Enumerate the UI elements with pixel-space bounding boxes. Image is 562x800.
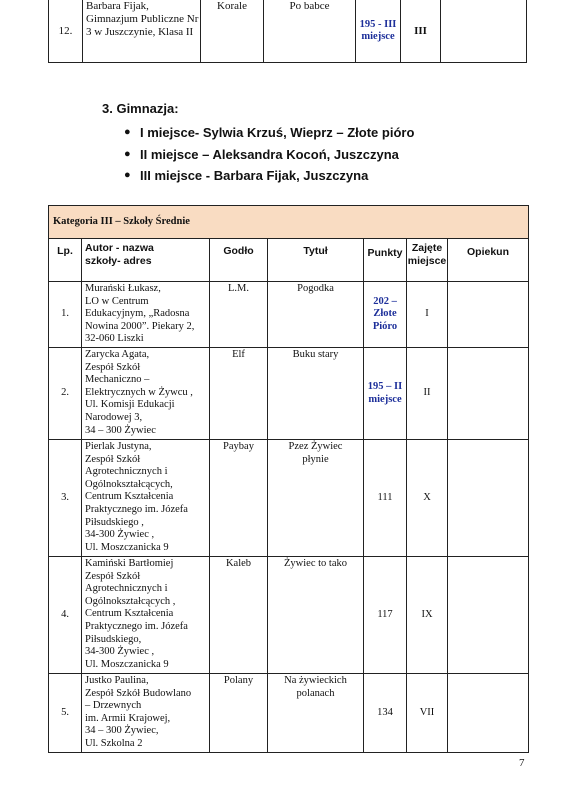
godlo-cell: Paybay (210, 440, 268, 557)
list-item (124, 144, 414, 166)
author-line: Ogólnokształcących , (85, 595, 176, 607)
points-line: 117 (377, 608, 393, 620)
author-line: Centrum Kształcenia (85, 608, 174, 620)
author-cell (82, 557, 210, 674)
author-line: Barbara Fijak, (86, 0, 149, 12)
author-line: im. Armii Krajowej, (85, 712, 171, 724)
points-cell (364, 557, 407, 674)
category-title-row (49, 206, 529, 239)
header-supervisor: Opiekun (448, 239, 529, 282)
author-line: Justko Paulina, (85, 675, 149, 686)
header-title: Tytuł (268, 239, 364, 282)
points-cell (364, 674, 407, 753)
godlo-cell: Polany (210, 674, 268, 753)
title-line: Na żywieckich (284, 675, 347, 686)
place-cell: I (407, 282, 448, 348)
author-line: LO w Centrum (85, 295, 149, 307)
list-item (124, 122, 414, 144)
author-line: Mechaniczno – (85, 374, 150, 386)
points-line: 134 (377, 706, 393, 718)
title-line: Pogodka (297, 283, 334, 294)
place-cell: III (401, 0, 441, 63)
author-line: 34 – 300 Żywiec (85, 424, 156, 436)
points-line: Złote (373, 308, 397, 320)
author-line: – Drzewnych (85, 700, 142, 712)
author-line: Ul. Moszczanicka 9 (85, 541, 169, 553)
title-cell (268, 674, 364, 753)
place-cell: II (407, 348, 448, 440)
author-line: Edukacyjnym, „Radosna (85, 308, 190, 320)
author-line: Gimnazjum Publiczne Nr (86, 13, 199, 25)
list-item (124, 165, 414, 187)
header-points: Punkty (364, 239, 407, 282)
supervisor-cell (441, 0, 527, 63)
table-row (49, 0, 527, 63)
godlo-cell: L.M. (210, 282, 268, 348)
header-author-line: szkoły- adres (85, 254, 152, 267)
author-line: Zespół Szkół (85, 361, 141, 373)
table-row (49, 674, 529, 753)
title-line: Pzez Żywiec (288, 441, 343, 452)
author-line: Pierlak Justyna, (85, 441, 152, 452)
author-line: Kamiński Bartłomiej (85, 558, 174, 569)
author-line: Ul. Szkolna 2 (85, 737, 143, 749)
godlo-cell: Elf (210, 348, 268, 440)
category-title: Kategoria III – Szkoły Średnie (49, 206, 529, 239)
author-line: Praktycznego im. Józefa (85, 620, 188, 632)
author-line: 34 – 300 Żywiec, (85, 725, 159, 737)
header-lp: Lp. (49, 239, 82, 282)
title-line: płynie (302, 453, 329, 465)
place-cell: X (407, 440, 448, 557)
points-cell (364, 440, 407, 557)
author-line: Agrotechnicznych i (85, 583, 168, 595)
list-item-text: III miejsce - Barbara Fijak, Juszczyna (140, 168, 369, 183)
place-cell: IX (407, 557, 448, 674)
author-line: 3 w Juszczynie, Klasa II (86, 26, 194, 38)
title-cell (268, 557, 364, 674)
author-line: Ogólnokształcących, (85, 478, 173, 490)
title-line: Żywiec to tako (284, 558, 347, 569)
author-cell (82, 282, 210, 348)
author-line: Murański Łukasz, (85, 283, 161, 294)
author-line: Piłsudskiego , (85, 516, 144, 528)
bullet-icon: ● (124, 126, 131, 138)
page-number: 7 (519, 757, 525, 769)
author-line: 34-300 Żywiec , (85, 529, 155, 541)
bullet-icon: ● (124, 169, 131, 181)
supervisor-cell (448, 440, 529, 557)
table-row (49, 282, 529, 348)
row-number: 12. (49, 0, 83, 63)
list-item-text: II miejsce – Aleksandra Kocoń, Juszczyna (140, 146, 399, 162)
author-line: Centrum Kształcenia (85, 491, 174, 503)
table-row (49, 440, 529, 557)
place-cell: VII (407, 674, 448, 753)
header-row (49, 239, 529, 282)
header-godlo: Godło (210, 239, 268, 282)
author-line: Nowina 2000”. Piekary 2, (85, 320, 195, 332)
table-row (49, 557, 529, 674)
points-line: 111 (377, 491, 393, 503)
points-cell (364, 348, 407, 440)
title-cell (268, 282, 364, 348)
header-place (407, 239, 448, 282)
supervisor-cell (448, 282, 529, 348)
header-place-line: Zajęte (411, 242, 443, 254)
title-line: Buku stary (292, 349, 339, 360)
row-number: 3. (49, 440, 82, 557)
author-line: Praktycznego im. Józefa (85, 503, 188, 515)
row-number: 5. (49, 674, 82, 753)
points-cell (356, 0, 401, 63)
previous-category-table (48, 0, 527, 63)
title-cell: Po babce (264, 0, 356, 63)
author-line: 34-300 Żywiec , (85, 646, 155, 658)
godlo-cell: Kaleb (210, 557, 268, 674)
title-cell (268, 440, 364, 557)
author-line: Narodowej 3, (85, 411, 143, 423)
supervisor-cell (448, 557, 529, 674)
bullet-icon: ● (124, 147, 131, 160)
points-line: 195 – II (367, 380, 403, 392)
author-line: 32-060 Liszki (85, 333, 144, 345)
points-line: miejsce (368, 393, 402, 405)
godlo-cell: Korale (201, 0, 264, 63)
author-line: Agrotechnicznych i (85, 466, 168, 478)
author-cell (82, 674, 210, 753)
results-list (124, 122, 414, 187)
points-line: 195 - III (359, 19, 397, 30)
points-line: 202 – (373, 295, 397, 307)
author-line: Elektrycznych w Żywcu , (85, 386, 193, 398)
author-line: Ul. Komisji Edukacji (85, 399, 175, 411)
row-number: 2. (49, 348, 82, 440)
author-line: Zespół Szkół (85, 570, 141, 582)
title-cell (268, 348, 364, 440)
supervisor-cell (448, 674, 529, 753)
category-table (48, 205, 529, 753)
header-author-line: Autor - nazwa (85, 242, 154, 254)
author-line: Ul. Moszczanicka 9 (85, 658, 169, 670)
header-place-line: miejsce (407, 254, 447, 267)
list-item-text: I miejsce- Sylwia Krzuś, Wieprz – Złote pióro (140, 125, 415, 140)
points-cell (364, 282, 407, 348)
author-cell (82, 440, 210, 557)
author-line: Zespół Szkół Budowlano (85, 687, 192, 699)
title-line: polanach (296, 687, 335, 699)
supervisor-cell (448, 348, 529, 440)
author-line: Zespół Szkół (85, 453, 141, 465)
header-author (82, 239, 210, 282)
points-line: Pióro (372, 320, 398, 332)
section-heading: 3. Gimnazja: (102, 101, 179, 116)
row-number: 1. (49, 282, 82, 348)
author-line: Piłsudskiego, (85, 633, 142, 645)
author-line: Zarycka Agata, (85, 349, 150, 360)
table-row (49, 348, 529, 440)
row-number: 4. (49, 557, 82, 674)
points-line: miejsce (361, 31, 395, 42)
author-cell (82, 348, 210, 440)
author-cell (83, 0, 201, 63)
